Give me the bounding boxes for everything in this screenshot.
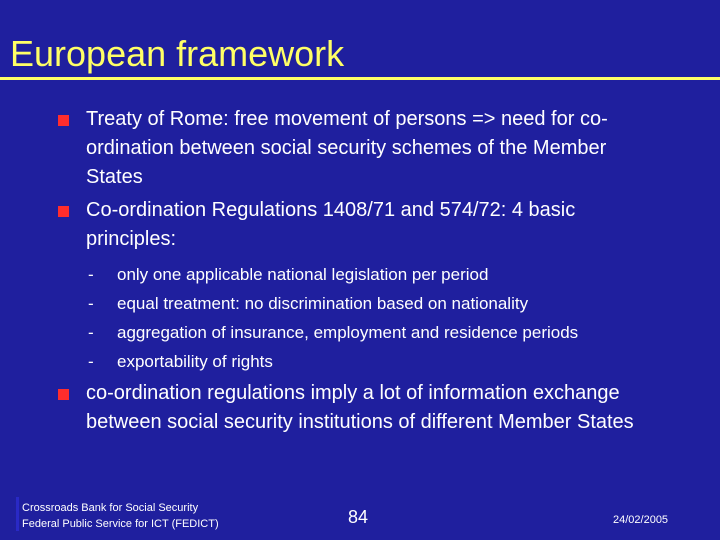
sub-bullet-text: exportability of rights (117, 352, 273, 371)
footer-org-line: Federal Public Service for ICT (FEDICT) (22, 518, 219, 530)
slide-title: European framework (10, 33, 345, 74)
sub-bullet-item (88, 347, 688, 376)
footer-divider (16, 497, 19, 531)
bullet-text: Co-ordination Regulations 1408/71 and 574/72: 4 basic principles: (86, 199, 576, 250)
footer-organization (22, 500, 219, 532)
sub-bullet-text: only one applicable national legislation per period (117, 265, 489, 284)
footer-org-line: Crossroads Bank for Social Security (22, 502, 199, 514)
bullet-item (58, 379, 658, 437)
title-underline (0, 77, 720, 80)
bullet-text: co-ordination regulations imply a lot of information exchange between social security institutions of different Member States (86, 382, 634, 433)
dash-marker: - (88, 294, 94, 313)
square-bullet-icon (58, 389, 69, 400)
sub-bullet-item (88, 318, 688, 347)
square-bullet-icon (58, 115, 69, 126)
dash-marker: - (88, 323, 94, 342)
bullet-item (58, 196, 658, 254)
bullet-text: Treaty of Rome: free movement of persons => need for co-ordination between social security schemes of the Member States (86, 108, 608, 188)
square-bullet-icon (58, 206, 69, 217)
bullet-item (58, 105, 658, 192)
page-number: 84 (348, 507, 369, 527)
dash-marker: - (88, 265, 94, 284)
dash-marker: - (88, 352, 94, 371)
sub-bullet-item (88, 260, 688, 289)
sub-bullet-item (88, 289, 688, 318)
sub-bullet-text: aggregation of insurance, employment and residence periods (117, 323, 579, 342)
footer-date: 24/02/2005 (613, 514, 669, 526)
sub-bullet-text: equal treatment: no discrimination based on nationality (117, 294, 529, 313)
